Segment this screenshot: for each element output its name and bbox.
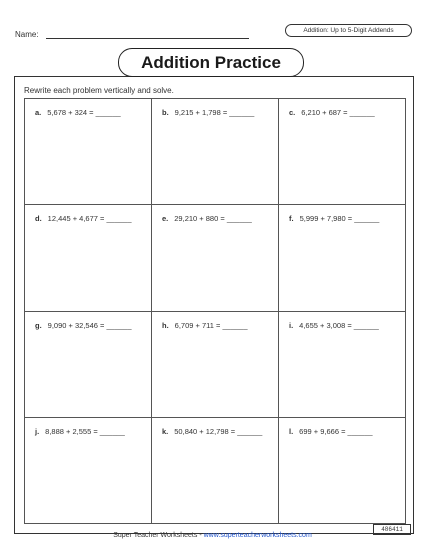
problem-text [289, 108, 375, 117]
problem-expression: 4,655 + 3,008 = ______ [299, 320, 379, 330]
footer-url-link[interactable]: www.superteacherworksheets.com [203, 532, 312, 539]
footer [0, 532, 425, 539]
problem-expression: 50,840 + 12,798 = ______ [174, 426, 263, 436]
problem-letter: i. [289, 320, 294, 330]
problem-letter: f. [289, 214, 294, 224]
problem-expression: 9,090 + 32,546 = ______ [47, 320, 132, 330]
problem-letter: c. [289, 108, 296, 117]
topic-badge: Addition: Up to 5-Digit Addends [285, 24, 412, 37]
problem-letter: k. [162, 426, 169, 436]
problem-expression: 6,709 + 711 = ______ [174, 320, 248, 330]
problem-letter: l. [289, 426, 294, 436]
problem-cell [152, 99, 279, 205]
problem-expression: 5,678 + 324 = ______ [47, 108, 121, 117]
problem-grid [24, 98, 406, 524]
problem-cell [279, 312, 406, 418]
problem-text [289, 321, 379, 330]
footer-separator: - [197, 532, 204, 539]
problem-text [35, 108, 121, 117]
name-label: Name: [15, 30, 39, 39]
problem-letter: h. [162, 320, 169, 330]
title-banner [118, 48, 304, 77]
problem-expression: 29,210 + 880 = ______ [174, 214, 252, 224]
problem-text [162, 427, 262, 436]
problem-expression: 699 + 9,666 = ______ [299, 426, 373, 436]
problem-expression: 12,445 + 4,677 = ______ [47, 214, 132, 224]
problem-cell [152, 418, 279, 524]
problem-letter: b. [162, 108, 169, 117]
problem-cell [152, 205, 279, 311]
page-title: Addition Practice [141, 53, 281, 72]
problem-letter: e. [162, 214, 169, 224]
problem-text [35, 321, 132, 330]
problem-text [289, 214, 379, 223]
problem-cell [279, 205, 406, 311]
problem-cell [279, 418, 406, 524]
problem-text [35, 214, 132, 223]
name-line [46, 38, 249, 39]
problem-text [289, 427, 373, 436]
problem-cell [25, 418, 152, 524]
instructions: Rewrite each problem vertically and solve. [24, 86, 174, 95]
footer-brand: Super Teacher Worksheets [113, 532, 198, 539]
problem-expression: 6,210 + 687 = ______ [301, 108, 375, 117]
problem-expression: 9,215 + 1,798 = ______ [174, 108, 255, 117]
problem-letter: a. [35, 108, 42, 117]
worksheet-code: 486411 [373, 524, 411, 535]
problem-cell [25, 99, 152, 205]
problem-cell [25, 312, 152, 418]
problem-text [162, 321, 248, 330]
problem-text [35, 427, 125, 436]
problem-cell [152, 312, 279, 418]
problem-cell [279, 99, 406, 205]
problem-text [162, 108, 254, 117]
problem-text [162, 214, 252, 223]
problem-expression: 5,999 + 7,980 = ______ [299, 214, 380, 224]
problem-cell [25, 205, 152, 311]
problem-letter: d. [35, 214, 42, 224]
problem-letter: j. [35, 426, 40, 436]
problem-expression: 8,888 + 2,555 = ______ [45, 426, 125, 436]
problem-letter: g. [35, 320, 42, 330]
